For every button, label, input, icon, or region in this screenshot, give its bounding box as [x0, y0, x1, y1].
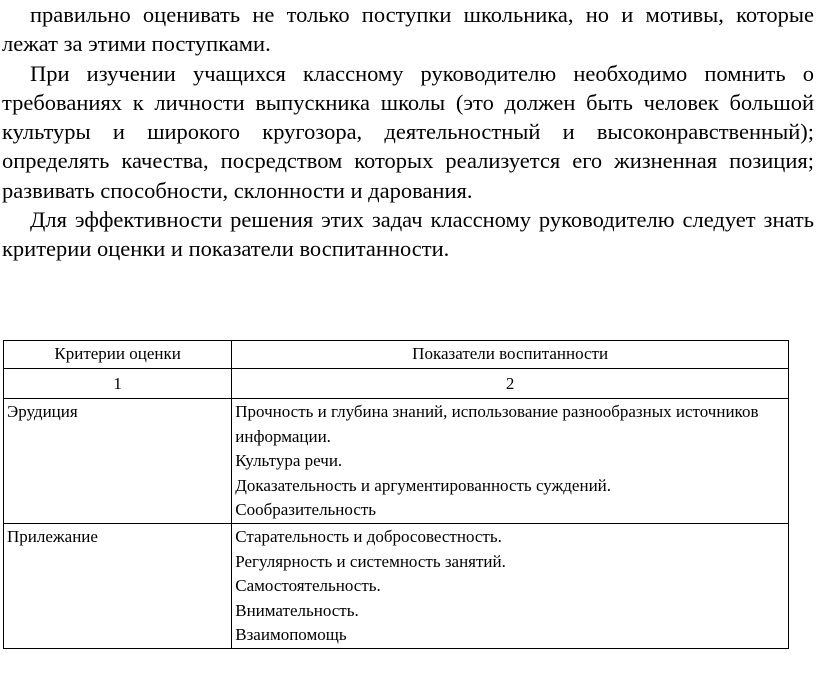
criterion-cell: Прилежание [4, 523, 232, 648]
indicator-item: Сообразительность [235, 500, 377, 520]
indicator-item: Доказательность и аргументированность суждений. [235, 475, 612, 495]
indicator-item: Взаимопомощь [235, 625, 347, 645]
indicators-cell [232, 399, 789, 524]
header-criteria: Критерии оценки [4, 341, 232, 369]
indicator-item: Старательность и добросовестность. [235, 526, 502, 546]
indicator-item: Самостоятельность. [235, 576, 381, 596]
indicator-item: Внимательность. [235, 600, 359, 620]
table-row [4, 399, 789, 524]
criteria-table [3, 340, 789, 649]
indicator-item: Культура речи. [235, 451, 343, 471]
table-number-row [4, 369, 789, 399]
column-number-1: 1 [4, 369, 232, 399]
table-row [4, 523, 789, 648]
criterion-cell: Эрудиция [4, 399, 232, 524]
column-number-2: 2 [232, 369, 789, 399]
indicator-item: Прочность и глубина знаний, использование разнообразных источников информации. [235, 402, 759, 446]
paragraph-study-students: При изучении учащихся классному руководителю необходимо помнить о требованиях к личности выпускника школы (это должен быть человек большой культуры и широкого кругозора, деятельностный и высоконравственный); определять качества, посредством которых реализуется его жизненная позиция; развивать способности, склонности и дарования. [2, 60, 814, 203]
table-header-row [4, 341, 789, 369]
paragraph-effectiveness: Для эффективности решения этих задач классному руководителю следует знать критерии оценки и показатели воспитанности. [2, 207, 814, 262]
document-text [2, 0, 814, 264]
paragraph-continued: правильно оценивать не только поступки школьника, но и мотивы, которые лежат за этими поступками. [2, 2, 814, 57]
indicator-item: Регулярность и системность занятий. [235, 551, 506, 571]
indicators-cell [232, 523, 789, 648]
header-indicators: Показатели воспитанности [232, 341, 789, 369]
